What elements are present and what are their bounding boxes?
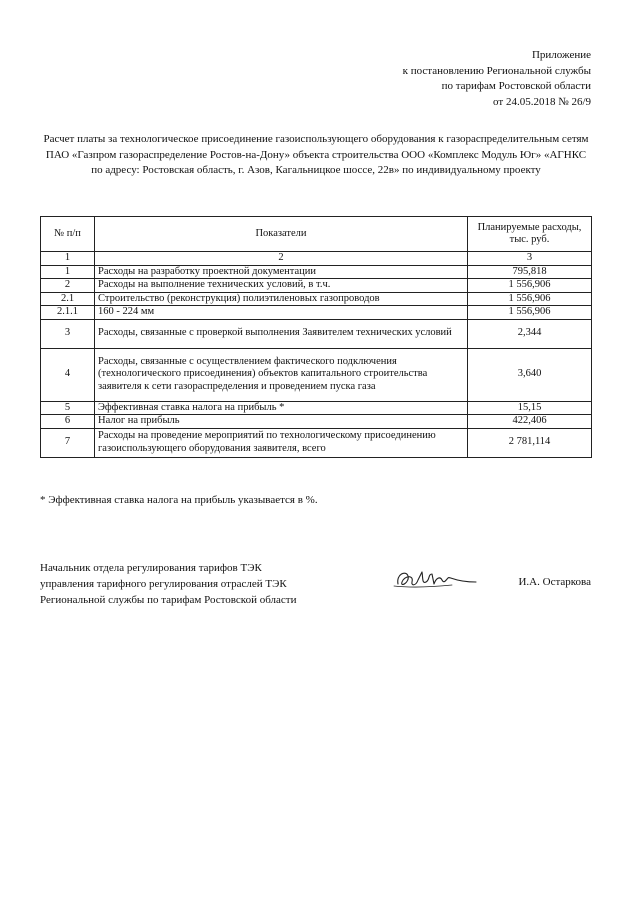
row-value: 422,406 xyxy=(468,415,592,429)
row-label: Расходы на выполнение технических условий, в т.ч. xyxy=(95,279,468,293)
row-label: Расходы, связанные с осуществлением фактического подключения (технологического присоединения) объектов капитального строительства заявителя к сети газораспределения и проведением пуска газа xyxy=(95,348,468,401)
row-value: 15,15 xyxy=(468,401,592,415)
table-row xyxy=(41,306,592,320)
row-label: Налог на прибыль xyxy=(95,415,468,429)
table-row xyxy=(41,415,592,429)
calculation-table xyxy=(40,216,592,458)
signatory-name: И.А. Остаркова xyxy=(518,576,591,588)
row-value: 1 556,906 xyxy=(468,306,592,320)
row-num: 2 xyxy=(41,279,95,293)
appendix-line: к постановлению Региональной службы xyxy=(402,64,591,77)
table-row xyxy=(41,428,592,457)
row-value: 2 781,114 xyxy=(468,428,592,457)
signatory-position xyxy=(40,560,297,608)
row-value: 1 556,906 xyxy=(468,292,592,306)
header-num: № п/п xyxy=(41,217,95,252)
table-row xyxy=(41,348,592,401)
row-num: 1 xyxy=(41,265,95,279)
footnote: * Эффективная ставка налога на прибыль указывается в %. xyxy=(40,494,318,506)
header-expenses: Планируемые расходы, тыс. руб. xyxy=(468,217,592,252)
table-row xyxy=(41,319,592,348)
header-indicator: Показатели xyxy=(95,217,468,252)
row-num: 2.1.1 xyxy=(41,306,95,320)
table-index-row xyxy=(41,252,592,266)
index-cell: 1 xyxy=(41,252,95,266)
row-label: 160 - 224 мм xyxy=(95,306,468,320)
row-num: 4 xyxy=(41,348,95,401)
handwritten-signature xyxy=(392,562,480,596)
table-row xyxy=(41,265,592,279)
row-label: Расходы на разработку проектной документации xyxy=(95,265,468,279)
position-line: Региональной службы по тарифам Ростовской области xyxy=(40,594,297,606)
row-num: 2.1 xyxy=(41,292,95,306)
row-label: Строительство (реконструкция) полиэтиленовых газопроводов xyxy=(95,292,468,306)
row-num: 5 xyxy=(41,401,95,415)
row-value: 1 556,906 xyxy=(468,279,592,293)
position-line: Начальник отдела регулирования тарифов ТЭК xyxy=(40,562,262,574)
appendix-line: по тарифам Ростовской области xyxy=(441,80,591,92)
row-label: Расходы на проведение мероприятий по технологическому присоединению газоиспользующего оборудования заявителя, всего xyxy=(95,428,468,457)
row-label: Расходы, связанные с проверкой выполнения Заявителем технических условий xyxy=(95,319,468,348)
row-num: 7 xyxy=(41,428,95,457)
table-row xyxy=(41,279,592,293)
appendix-line: Приложение xyxy=(531,49,591,61)
row-value: 795,818 xyxy=(468,265,592,279)
table-row xyxy=(41,401,592,415)
index-cell: 2 xyxy=(95,252,468,266)
appendix-header xyxy=(403,48,591,110)
position-line: управления тарифного регулирования отраслей ТЭК xyxy=(40,578,287,590)
appendix-line: от 24.05.2018 № 26/9 xyxy=(493,95,591,108)
row-value: 3,640 xyxy=(468,348,592,401)
table-row xyxy=(41,292,592,306)
document-title: Расчет платы за технологическое присоединение газоиспользующего оборудования к газораспределительным сетям ПАО «Газпром газораспределение Ростов-на-Дону» объекта строительства ООО «Комплекс Модуль Юг» «АГНКС по адресу: Ростовская область, г. Азов, Кагальницкое шоссе, 22в» по индивидуальному проекту xyxy=(43,133,589,176)
row-num: 6 xyxy=(41,415,95,429)
row-value: 2,344 xyxy=(468,319,592,348)
row-label: Эффективная ставка налога на прибыль * xyxy=(95,401,468,415)
table-header-row xyxy=(41,217,592,252)
row-num: 3 xyxy=(41,319,95,348)
index-cell: 3 xyxy=(468,252,592,266)
